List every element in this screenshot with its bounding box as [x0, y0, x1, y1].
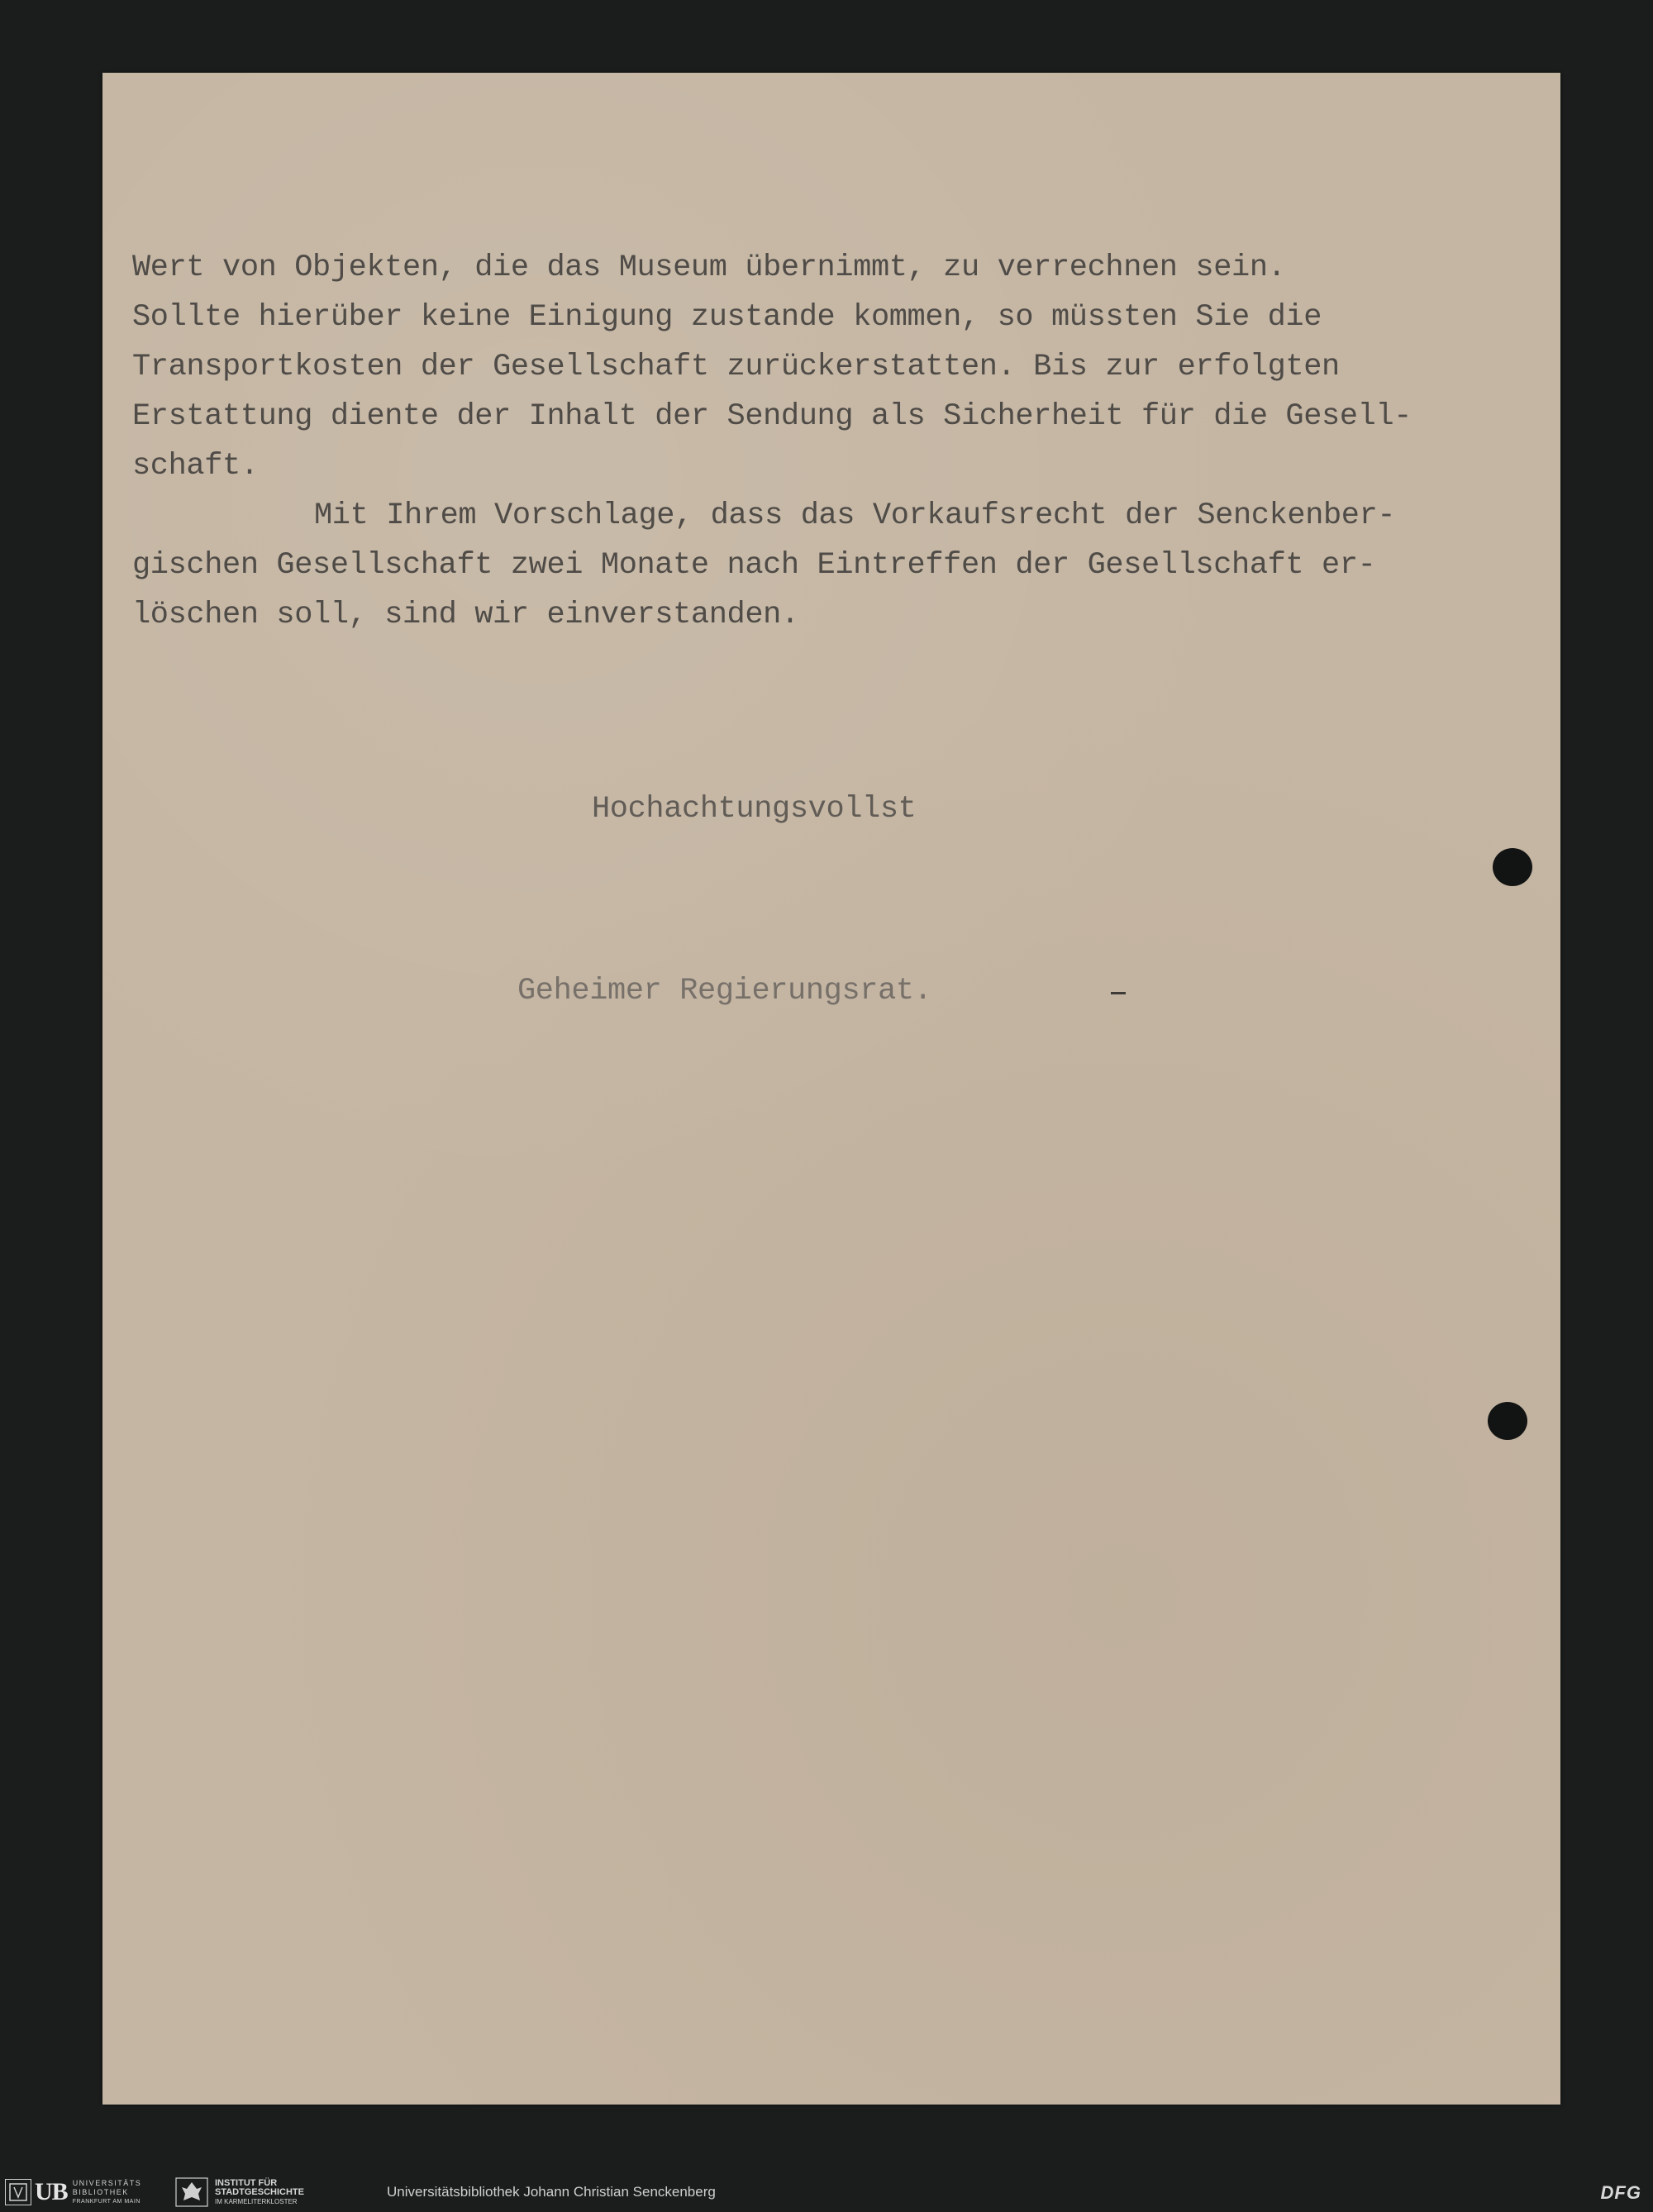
ink-mark	[1111, 992, 1126, 994]
letter-line: Mit Ihrem Vorschlage, dass das Vorkaufsrecht der Senckenber-	[314, 498, 1396, 533]
letter-line: Sollte hierüber keine Einigung zustande kommen, so müssten Sie die	[132, 300, 1322, 335]
ub-emblem-icon	[5, 2179, 31, 2205]
letter-line: gischen Gesellschaft zwei Monate nach Eintreffen der Gesellschaft er-	[132, 548, 1376, 583]
ub-logo	[5, 2177, 141, 2207]
ub-name	[73, 2179, 142, 2206]
letter-line: löschen soll, sind wir einverstanden.	[132, 598, 799, 632]
ub-line: BIBLIOTHEK	[72, 2187, 129, 2196]
punch-hole	[1493, 848, 1532, 886]
isg-line: STADTGESCHICHTE	[215, 2186, 304, 2197]
isg-name	[215, 2179, 304, 2206]
ub-line: FRANKFURT AM MAIN	[72, 2198, 141, 2205]
letter-line: schaft.	[132, 449, 259, 484]
ub-line: UNIVERSITÄTS	[72, 2178, 142, 2187]
footer-bar	[0, 2172, 1653, 2212]
letter-closing: Hochachtungsvollst	[592, 792, 917, 827]
letter-line: Wert von Objekten, die das Museum übernimmt, zu verrechnen sein.	[132, 250, 1286, 285]
library-name: Universitätsbibliothek Johann Christian Senckenberg	[387, 2184, 716, 2200]
isg-logo	[175, 2177, 304, 2207]
eagle-crest-icon	[175, 2177, 208, 2207]
letter-line: Erstattung diente der Inhalt der Sendung als Sicherheit für die Gesell-	[132, 399, 1412, 434]
signature-title: Geheimer Regierungsrat.	[517, 974, 932, 1008]
punch-hole	[1488, 1402, 1527, 1440]
letter-line: Transportkosten der Gesellschaft zurückerstatten. Bis zur erfolgten	[132, 350, 1340, 384]
isg-line: IM KARMELITERKLOSTER	[215, 2197, 298, 2205]
letter-body	[132, 243, 1554, 640]
ub-letters: UB	[35, 2178, 68, 2205]
dfg-logo: DFG	[1600, 2182, 1641, 2203]
isg-line: INSTITUT FÜR	[215, 2177, 278, 2188]
